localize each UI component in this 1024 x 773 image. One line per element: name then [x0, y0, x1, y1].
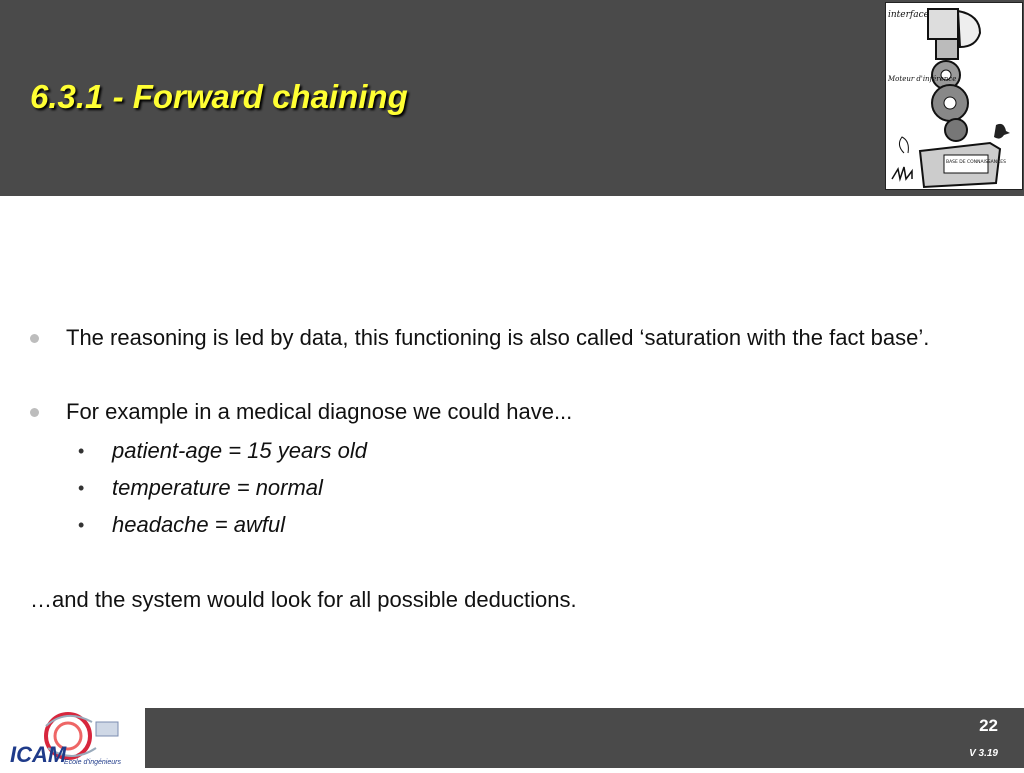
icam-logo — [0, 708, 145, 768]
closing-text: …and the system would look for all possible deductions. — [30, 587, 577, 612]
logo-text: ICAM — [10, 742, 67, 767]
logo-subtext: Ecole d'ingénieurs — [64, 759, 121, 766]
bullet-text: For example in a medical diagnose we could have... — [66, 399, 573, 424]
sub-bullet-text: temperature = normal — [112, 475, 323, 500]
sub-bullet-text: patient-age = 15 years old — [112, 438, 368, 463]
illustration-label-kb: BASE DE CONNAISSANCES — [946, 160, 1006, 165]
sub-bullet-dot-icon: • — [78, 478, 85, 498]
illustration-label-interface: interface — [888, 10, 929, 20]
page-number: 22 — [979, 716, 998, 735]
icam-logo-mark — [0, 708, 145, 768]
bullet-dot-icon — [30, 408, 39, 417]
slide-content — [0, 196, 1024, 708]
version-label: V 3.19 — [969, 748, 998, 759]
sub-bullet-dot-icon: • — [78, 515, 85, 535]
footer-bar — [145, 708, 1024, 768]
sub-bullet-dot-icon: • — [78, 441, 85, 461]
bullet-text: The reasoning is led by data, this functioning is also called ‘saturation with the fact base’. — [66, 325, 930, 350]
slide-title: 6.3.1 - Forward chaining — [30, 78, 408, 115]
sub-bullet-text: headache = awful — [112, 512, 286, 537]
expert-system-drawing — [886, 3, 1022, 189]
header-bar — [0, 0, 1024, 196]
expert-system-illustration — [885, 2, 1023, 190]
illustration-label-engine: Moteur d'inférence — [888, 75, 957, 83]
bullet-dot-icon — [30, 334, 39, 343]
